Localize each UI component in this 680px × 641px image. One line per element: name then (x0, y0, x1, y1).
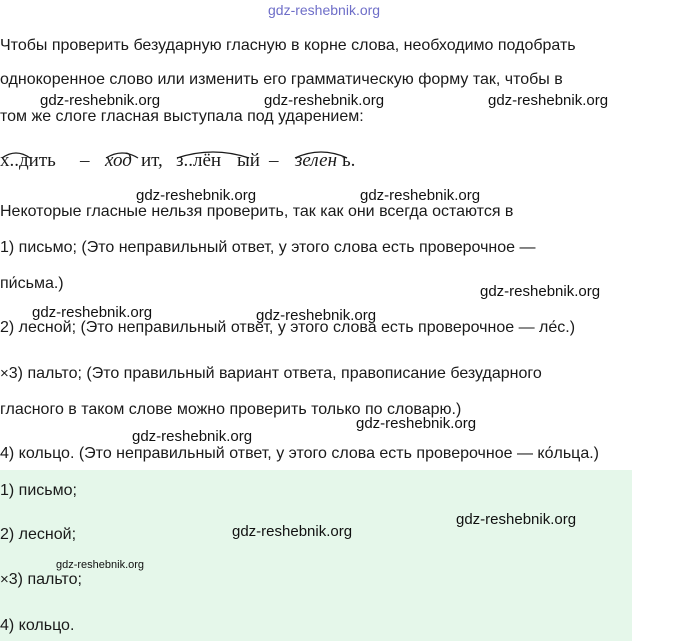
example-word-4-root: зелен (295, 150, 337, 171)
rule-line-2: однокоренное слово или изменить его грамматическую форму так, чтобы в (0, 71, 563, 88)
option-3-text: 3) пальто; (Это правильный вариант ответа, правописание безударного (8, 365, 542, 382)
unverifiable-text: Некоторые гласные нельзя проверить, так как они всегда остаются в (0, 203, 514, 220)
watermark: gdz-reshebnik.org (360, 187, 481, 204)
option-4: 4) кольцо. (Это неправильный ответ, у этого слова есть проверочное — ко́льца.) (0, 445, 599, 462)
example-word-2-ending: ит, (141, 150, 163, 171)
watermark: gdz-reshebnik.org (40, 92, 161, 109)
watermark: gdz-reshebnik.org (356, 415, 477, 432)
rule-line-1: Чтобы проверить безударную гласную в корне слова, необходимо подобрать (0, 37, 576, 54)
example-word-1: х..дить (0, 150, 56, 171)
option-3-continued: гласного в таком слове можно проверить только по словарю.) (0, 401, 462, 418)
option-2: 2) лесной; (Это неправильный ответ, у этого слова есть проверочное — ле́с.) (0, 319, 576, 336)
watermark: gdz-reshebnik.org (136, 187, 257, 204)
watermark: gdz-reshebnik.org (56, 559, 145, 571)
watermark: gdz-reshebnik.org (256, 307, 377, 324)
example-word-3: з..лён (176, 150, 222, 171)
answer-4: 4) кольцо. (0, 617, 75, 634)
answer-2: 2) лесной; (0, 526, 77, 543)
watermark: gdz-reshebnik.org (32, 304, 153, 321)
watermark: gdz-reshebnik.org (480, 283, 601, 300)
example-word-2-root: ход (105, 150, 132, 171)
answer-3-text: 3) пальто; (8, 571, 82, 588)
example-dash-1: – (80, 150, 90, 171)
cross-mark-icon: × (0, 365, 9, 382)
example-word-4-ending: ь. (342, 150, 356, 171)
answer-box (0, 470, 632, 641)
option-1: 1) письмо; (Это неправильный ответ, у этого слова есть проверочное — (0, 239, 536, 256)
watermark: gdz-reshebnik.org (488, 92, 609, 109)
watermark-top: gdz-reshebnik.org (268, 2, 381, 18)
cross-mark-icon: × (0, 571, 9, 588)
watermark: gdz-reshebnik.org (456, 511, 577, 528)
example-dash-2: – (269, 150, 279, 171)
answer-1: 1) письмо; (0, 482, 77, 499)
watermark: gdz-reshebnik.org (132, 428, 253, 445)
option-3 (0, 364, 542, 384)
option-1-continued: пи́сьма.) (0, 275, 64, 292)
watermark: gdz-reshebnik.org (264, 92, 385, 109)
answer-3 (0, 570, 82, 590)
watermark: gdz-reshebnik.org (232, 523, 353, 540)
rule-line-3: том же слоге гласная выступала под ударением: (0, 108, 364, 125)
example-word-3-ending: ый (237, 150, 260, 171)
